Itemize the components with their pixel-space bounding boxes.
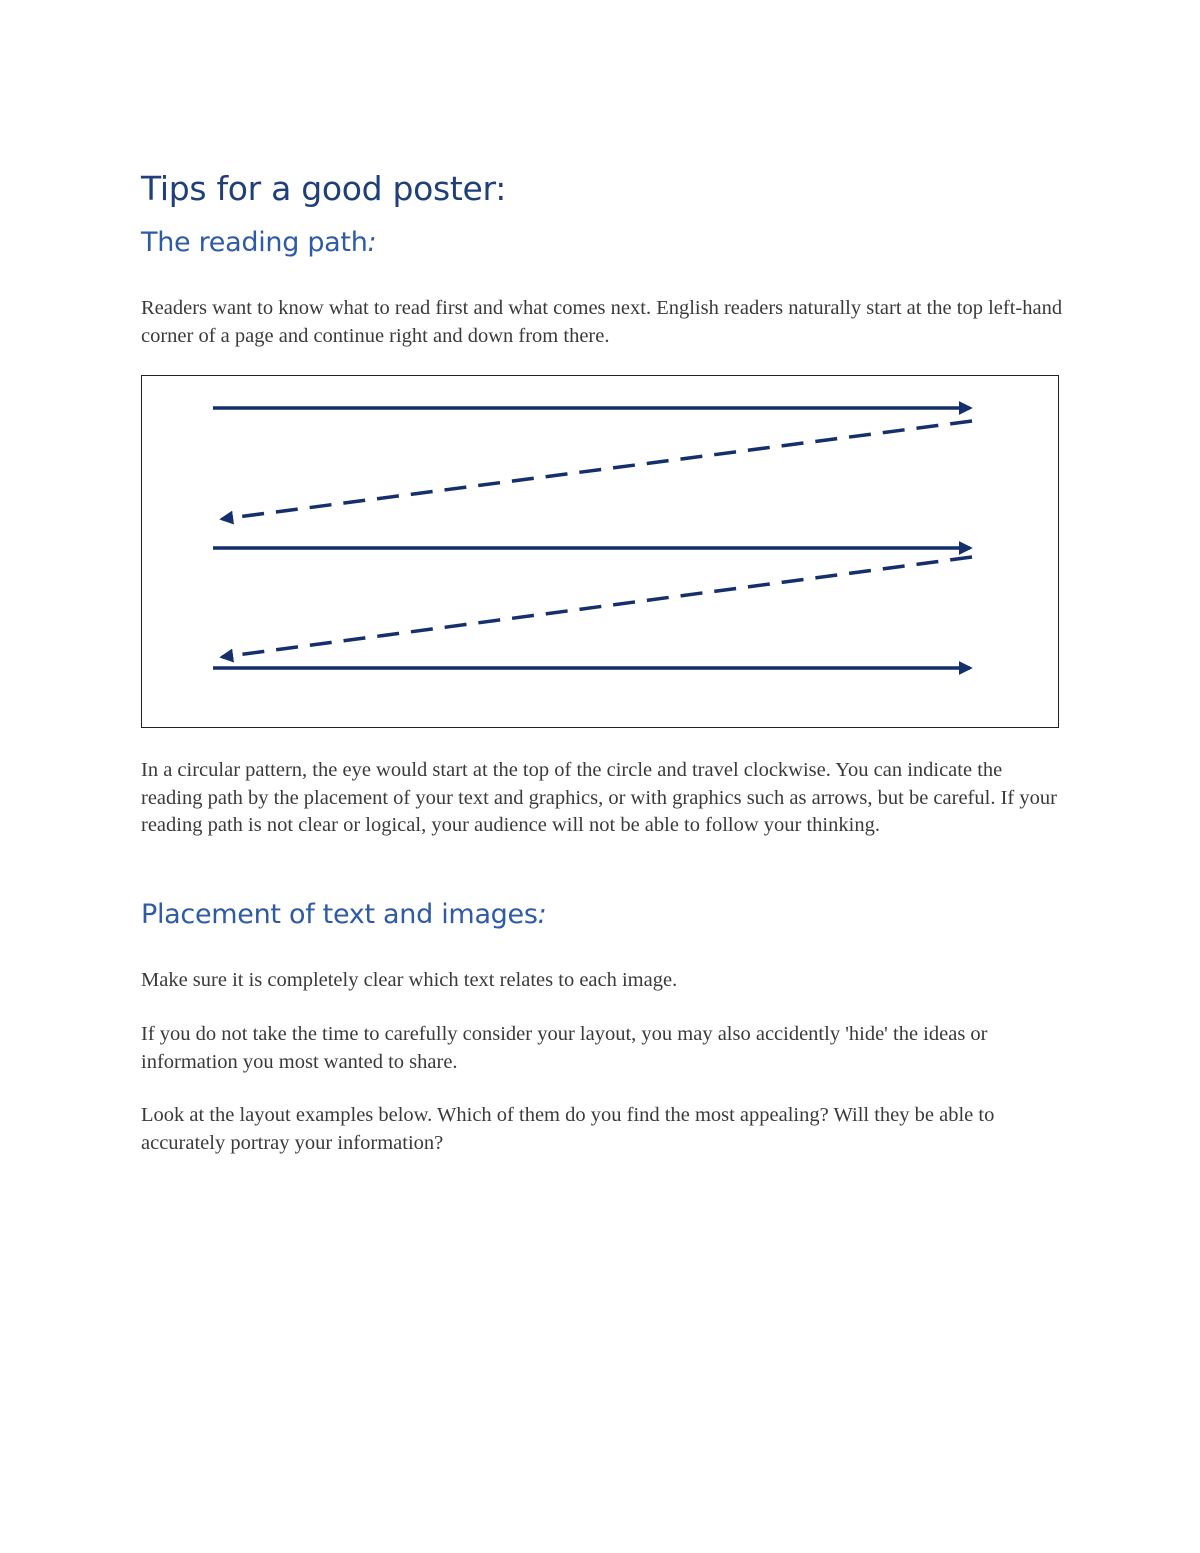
section-heading-colon: : <box>367 227 377 258</box>
section-heading-colon: : <box>537 899 547 930</box>
reading-path-arrows <box>142 376 1057 726</box>
reading-path-paragraph-2: In a circular pattern, the eye would start at the top of the circle and travel clockwise. You can indicate the reading path by the placement of your text and graphics, or with graphics such as arrows, but be careful. If your reading path is not clear or logical, your audience will not be able to follow your thinking. <box>141 759 1057 836</box>
reading-path-paragraph-1: Readers want to know what to read first and what comes next. English readers naturally start at the top left-hand corner of a page and continue right and down from there. <box>141 297 1063 347</box>
section-heading-placement-text: Placement of text and images <box>141 899 538 930</box>
section-heading-placement <box>141 895 546 935</box>
section-heading-reading-path-text: The reading path <box>141 227 368 258</box>
placement-paragraph-1: Make sure it is completely clear which text relates to each image. <box>141 969 678 991</box>
placement-paragraph-2: If you do not take the time to carefully consider your layout, you may also accidently 'hide' the ideas or information you most wanted to share. <box>141 1023 988 1073</box>
section-heading-reading-path <box>141 223 376 263</box>
reading-path-diagram <box>141 375 1059 728</box>
placement-paragraph-3: Look at the layout examples below. Which of them do you find the most appealing? Will they be able to accurately portray your information? <box>141 1104 995 1154</box>
arrow-dashed-return-1 <box>222 421 972 519</box>
page-title: Tips for a good poster: <box>141 169 507 208</box>
arrow-dashed-return-2 <box>222 557 972 657</box>
